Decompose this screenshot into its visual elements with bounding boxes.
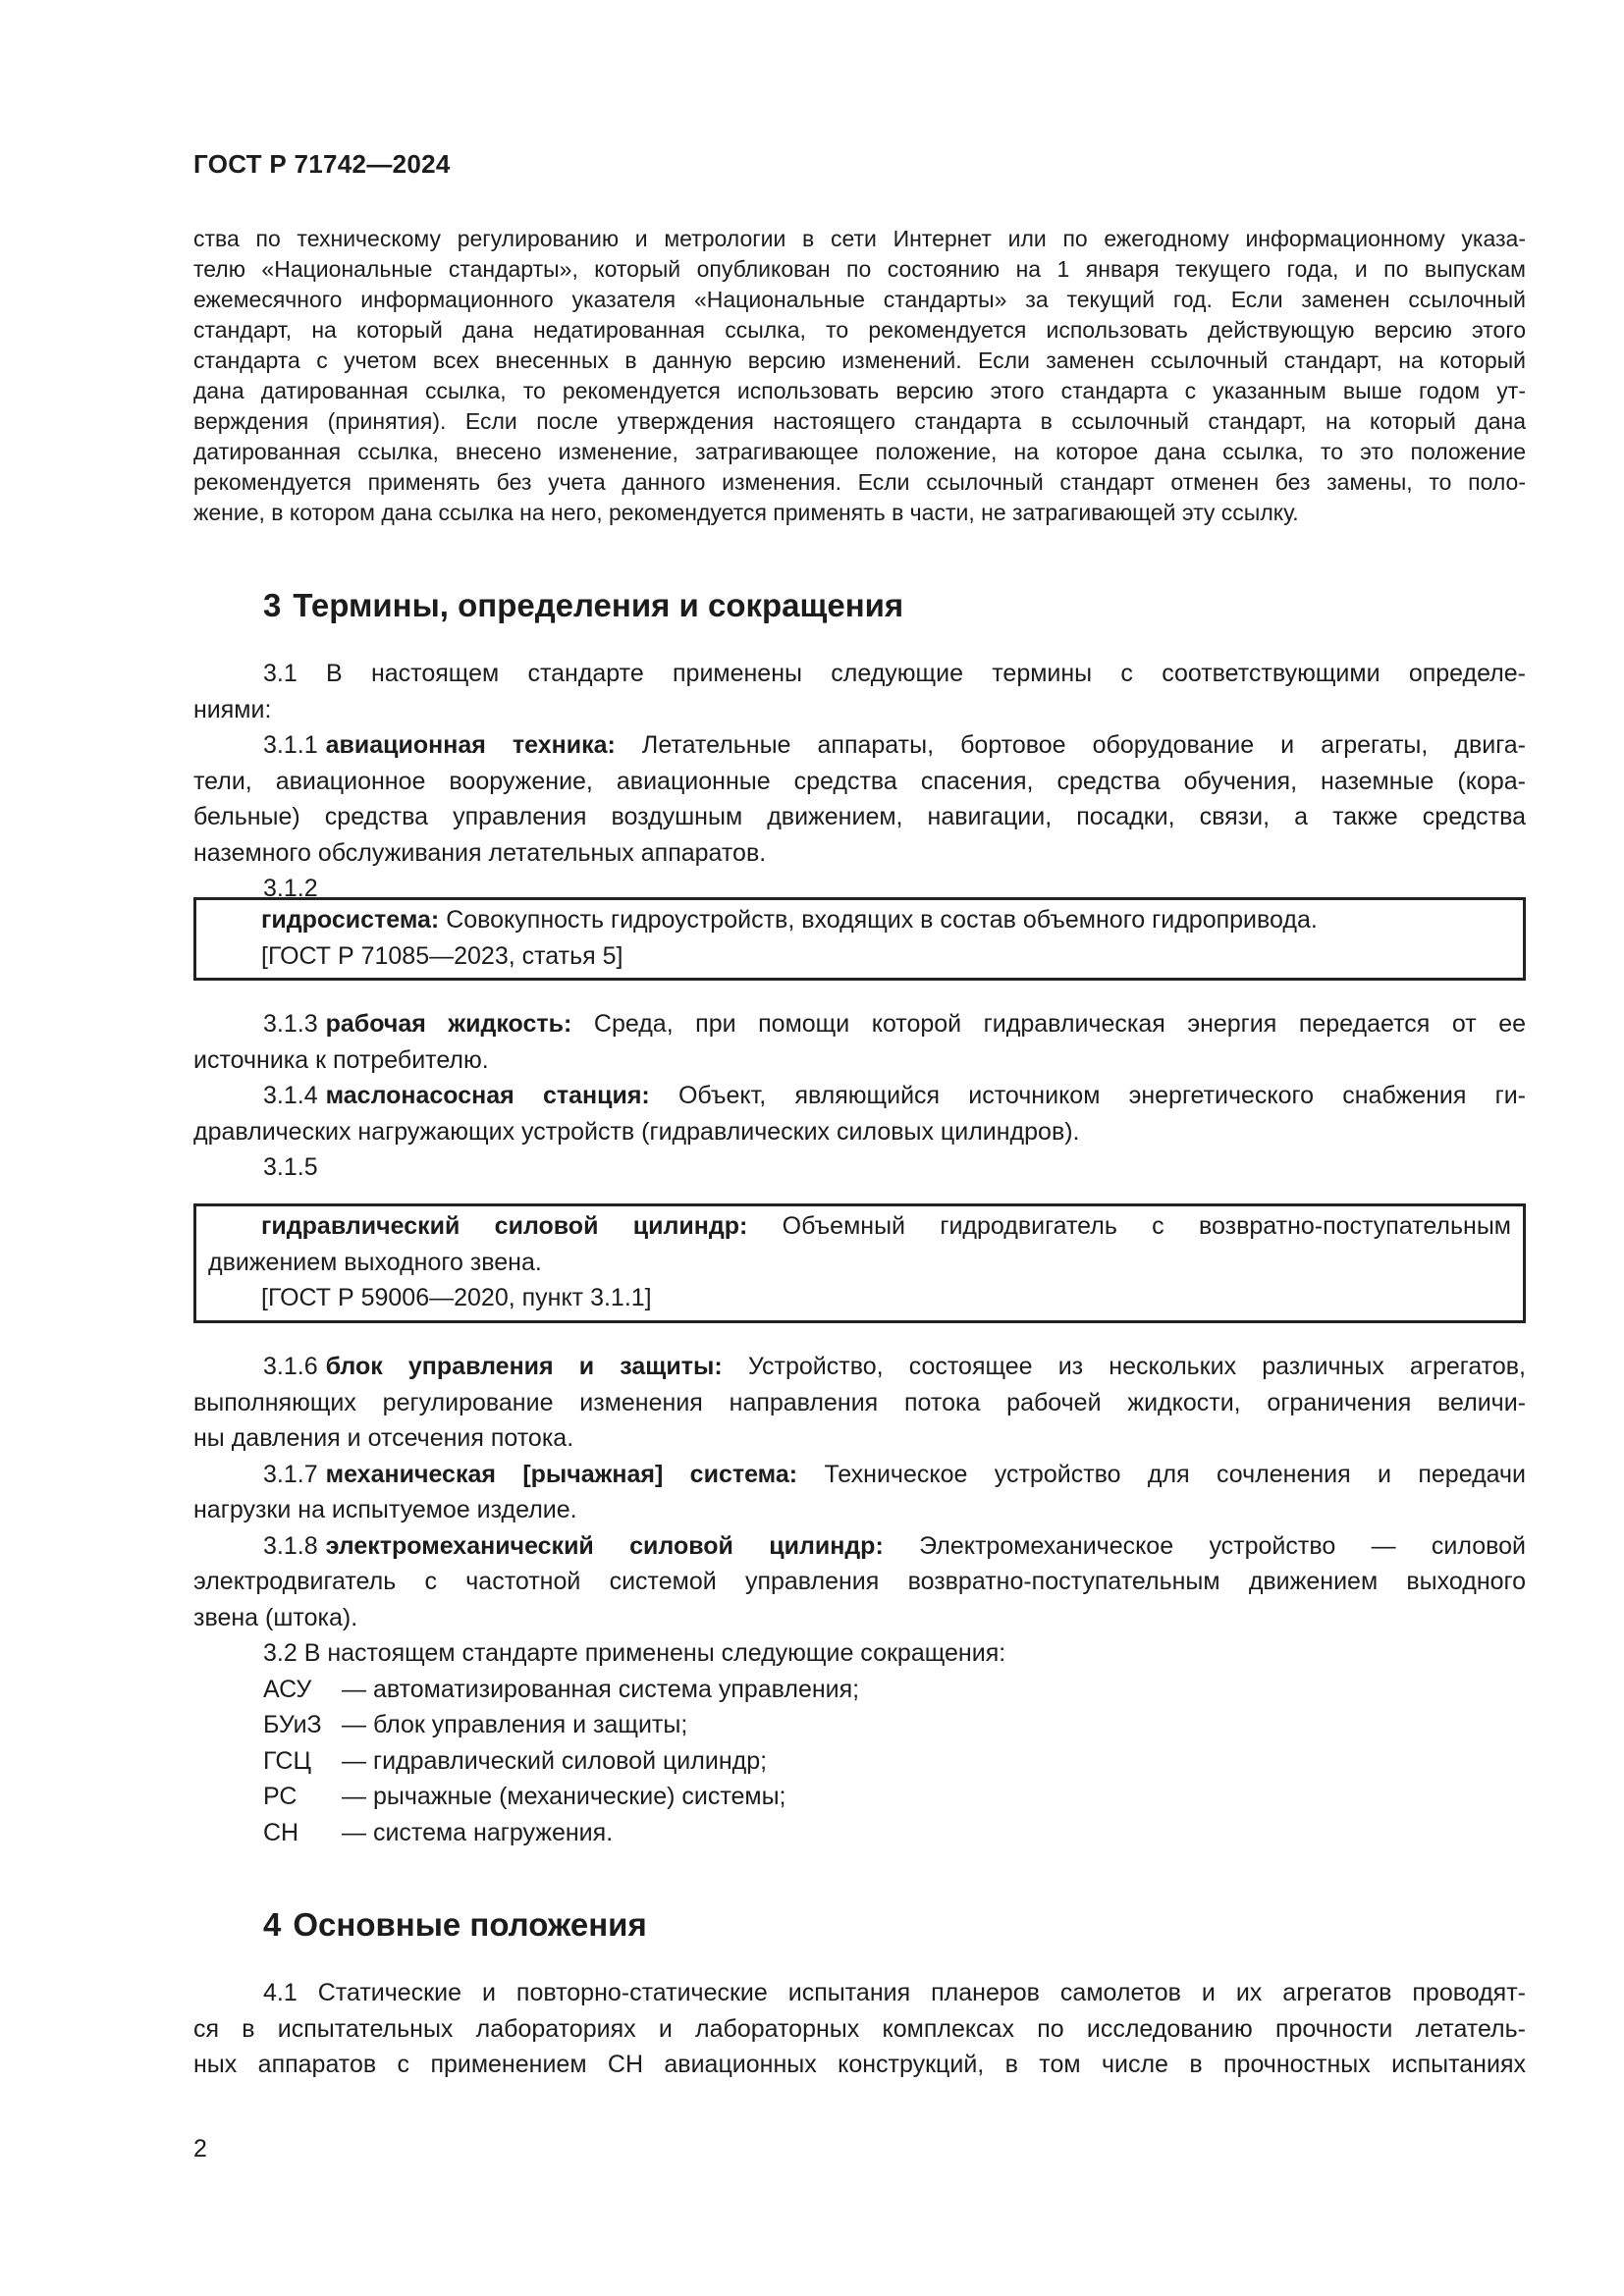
term-3-1-7: 3.1.7 механическая [рычажная] система: Техническое устройство для сочленения и передачи	[263, 1460, 1526, 1488]
term-3-1-2-box	[193, 897, 1526, 981]
text-line: ства по техническому регулированию и метрологии в сети Интернет или по ежегодному информационному указа-	[193, 226, 1526, 251]
term-3-1-2: гидросистема: Совокупность гидроустройств, входящих в состав объемного гидропривода.	[261, 906, 1318, 934]
term-3-1-6-def: ны давления и отсечения потока.	[193, 1424, 574, 1452]
abbreviation-row: ГСЦ — гидравлический силовой цилиндр;	[263, 1746, 768, 1775]
term-3-1-5: гидравлический силовой цилиндр: Объемный гидродвигатель с возвратно-поступательным	[261, 1212, 1511, 1240]
abbreviation-row: АСУ — автоматизированная система управления;	[263, 1675, 860, 1703]
term-3-1-8-def: звена (штока).	[193, 1603, 358, 1631]
section-number: 4	[263, 1906, 282, 1943]
paragraph-4-1-cont: ных аппаратов с применением СН авиационных конструкций, в том числе в прочностных испытаниях	[193, 2051, 1526, 2078]
section-4-heading	[263, 1906, 647, 1944]
text-line: жение, в котором дана ссылка на него, рекомендуется применять в части, не затрагивающей эту ссылку.	[193, 500, 1299, 525]
term-3-1-3-def: источника к потребителю.	[193, 1045, 489, 1074]
text-line: дана датированная ссылка, то рекомендуется использовать версию этого стандарта с указанным выше годом ут-	[193, 378, 1526, 403]
section-4-1-block	[193, 1975, 1526, 2083]
term-3-1-4: 3.1.4 маслонасосная станция: Объект, являющийся источником энергетического снабжения ги-	[263, 1082, 1527, 1109]
term-3-1-6-def: выполняющих регулирование изменения направления потока рабочей жидкости, ограничения величи-	[193, 1388, 1526, 1416]
term-3-1-4-def: дравлических нагружающих устройств (гидравлических силовых цилиндров).	[193, 1117, 1080, 1146]
term-3-1-8: 3.1.8 электромеханический силовой цилиндр: Электромеханическое устройство — силовой	[263, 1531, 1526, 1560]
text-line: стандарт, на который дана недатированная ссылка, то рекомендуется использовать действующую версию этого	[193, 317, 1526, 343]
abbreviation-row: БУиЗ — блок управления и защиты;	[263, 1711, 688, 1738]
text-line: рекомендуется применять без учета данного изменения. Если ссылочный стандарт отменен без замены, то поло-	[193, 469, 1526, 495]
term-3-1-1: 3.1.1 авиационная техника: Летательные аппараты, бортовое оборудование и агрегаты, двига-	[263, 731, 1527, 759]
term-3-1-1-def: наземного обслуживания летательных аппаратов.	[193, 838, 767, 867]
term-3-1-7-def: нагрузки на испытуемое изделие.	[193, 1496, 577, 1523]
text-line: стандарта с учетом всех внесенных в данную версию изменений. Если заменен ссылочный стандарт, на который	[193, 347, 1526, 373]
abbreviation-row: СН — система нагружения.	[263, 1818, 614, 1846]
abbreviation-row: РС — рычажные (механические) системы;	[263, 1783, 786, 1810]
text-line: ежемесячного информационного указателя «Национальные стандарты» за текущий год. Если заменен ссылочный	[193, 287, 1526, 312]
text-line: датированная ссылка, внесено изменение, затрагивающее положение, на которое дана ссылка, то это положение	[193, 439, 1526, 464]
section-3-heading	[263, 587, 903, 624]
section-3-1-block	[193, 656, 1526, 907]
intro-paragraph	[193, 224, 1526, 528]
term-3-1-1-def: тели, авиационное вооружение, авиационные средства спасения, средства обучения, наземные (кора-	[193, 767, 1526, 795]
section-number: 3	[263, 587, 282, 623]
term-3-1-8-def: электродвигатель с частотной системой управления возвратно-поступательным движением выходного	[193, 1568, 1526, 1595]
text-line: верждения (принятия). Если после утверждения настоящего стандарта в ссылочный стандарт, на который дана	[193, 408, 1526, 434]
term-3-1-5-reference: [ГОСТ Р 59006—2020, пункт 3.1.1]	[261, 1284, 652, 1311]
paragraph-4-1-cont: ся в испытательных лабораториях и лабораторных комплексах по исследованию прочности летатель-	[193, 2014, 1526, 2043]
term-3-1-5-number: 3.1.5	[263, 1153, 318, 1181]
paragraph-4-1: 4.1 Статические и повторно-статические испытания планеров самолетов и их агрегатов проводят-	[263, 1979, 1526, 2006]
section-title: Термины, определения и сокращения	[293, 587, 904, 623]
term-3-1-6: 3.1.6 блок управления и защиты: Устройство, состоящее из нескольких различных агрегатов,	[263, 1353, 1526, 1380]
paragraph-3-1-cont: ниями:	[193, 695, 272, 723]
document-code: ГОСТ Р 71742—2024	[193, 149, 451, 179]
paragraph-3-2: 3.2 В настоящем стандарте применены следующие сокращения:	[263, 1639, 1006, 1667]
term-3-1-2-reference: [ГОСТ Р 71085—2023, статья 5]	[261, 941, 623, 970]
section-3-1-3-block	[193, 1006, 1526, 1186]
page-number: 2	[193, 2135, 207, 2163]
term-3-1-1-def: бельные) средства управления воздушным движением, навигации, посадки, связи, а также средства	[193, 803, 1526, 830]
term-3-1-2-number: 3.1.2	[263, 875, 318, 902]
term-3-1-3: 3.1.3 рабочая жидкость: Среда, при помощи которой гидравлическая энергия передается от ее	[263, 1010, 1526, 1038]
section-3-1-6-block	[193, 1349, 1526, 1850]
text-line: телю «Национальные стандарты», который опубликован по состоянию на 1 января текущего года, и по выпускам	[193, 256, 1526, 282]
term-3-1-5-def: движением выходного звена.	[208, 1248, 542, 1276]
term-3-1-5-box	[193, 1203, 1526, 1323]
paragraph-3-1: 3.1 В настоящем стандарте применены следующие термины с соответствующими определе-	[263, 660, 1526, 687]
section-title: Основные положения	[293, 1906, 647, 1943]
